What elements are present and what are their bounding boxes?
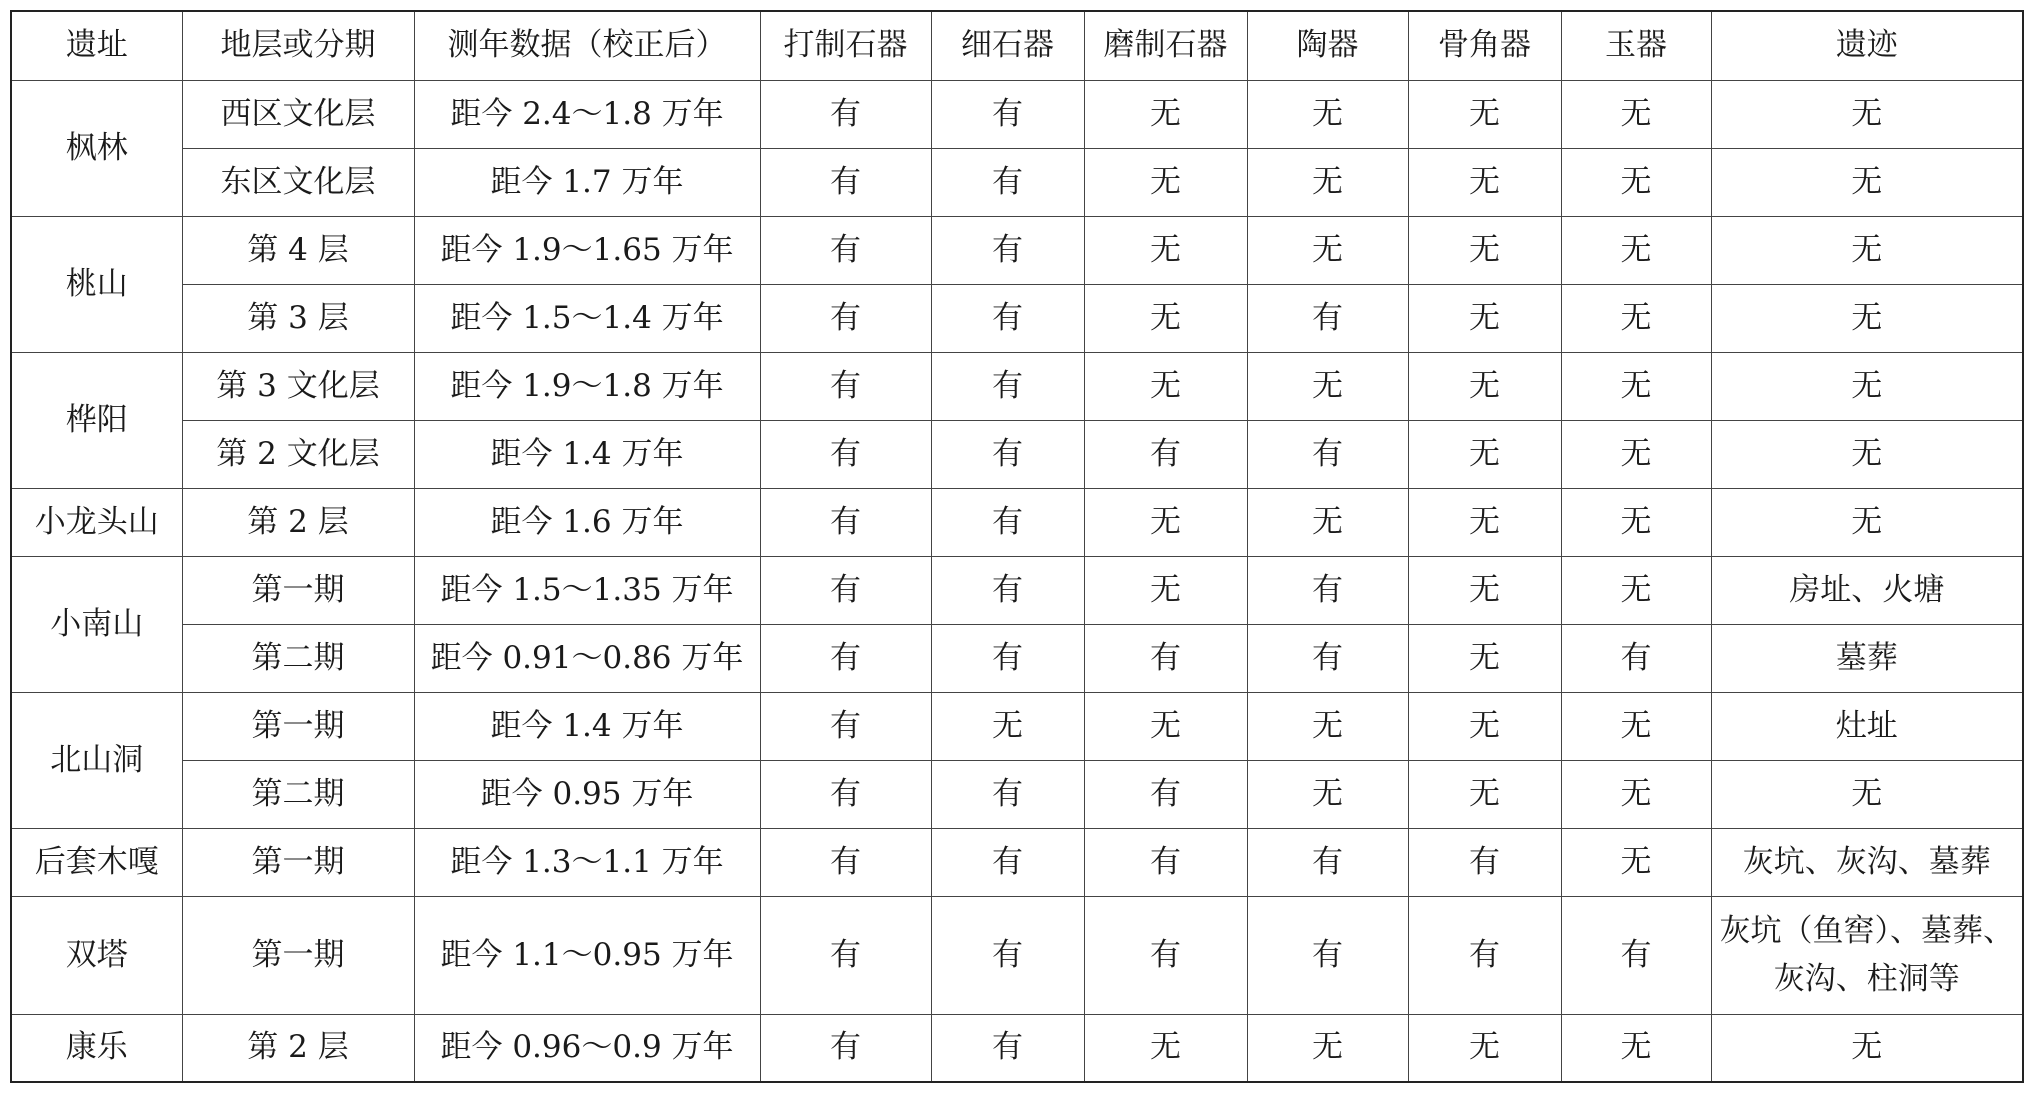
- table-row: [11, 80, 2023, 148]
- ground-stone-cell: 无: [1084, 1014, 1247, 1082]
- table-row: [11, 760, 2023, 828]
- header-jade: 玉器: [1561, 11, 1711, 80]
- jade-cell: 无: [1561, 420, 1711, 488]
- layer-cell: 东区文化层: [182, 148, 414, 216]
- pottery-cell: 有: [1247, 896, 1408, 1014]
- layer-cell: 第一期: [182, 896, 414, 1014]
- site-name-cell: 桃山: [11, 216, 182, 352]
- table-row: [11, 896, 2023, 1014]
- header-date: 测年数据（校正后）: [414, 11, 760, 80]
- header-pottery: 陶器: [1247, 11, 1408, 80]
- features-cell: 房址、火塘: [1711, 556, 2023, 624]
- pottery-cell: 有: [1247, 420, 1408, 488]
- jade-cell: 无: [1561, 692, 1711, 760]
- ground-stone-cell: 无: [1084, 352, 1247, 420]
- microlith-cell: 有: [931, 760, 1084, 828]
- site-name-cell: 康乐: [11, 1014, 182, 1082]
- jade-cell: 无: [1561, 1014, 1711, 1082]
- bone-antler-cell: 无: [1408, 556, 1561, 624]
- ground-stone-cell: 无: [1084, 692, 1247, 760]
- layer-cell: 第 2 文化层: [182, 420, 414, 488]
- layer-cell: 第 3 文化层: [182, 352, 414, 420]
- features-cell: 灶址: [1711, 692, 2023, 760]
- jade-cell: 有: [1561, 624, 1711, 692]
- features-cell: 无: [1711, 760, 2023, 828]
- bone-antler-cell: 有: [1408, 896, 1561, 1014]
- table-row: [11, 488, 2023, 556]
- microlith-cell: 有: [931, 896, 1084, 1014]
- microlith-cell: 有: [931, 352, 1084, 420]
- bone-antler-cell: 无: [1408, 352, 1561, 420]
- jade-cell: 有: [1561, 896, 1711, 1014]
- layer-cell: 第 2 层: [182, 1014, 414, 1082]
- chipped-stone-cell: 有: [760, 148, 931, 216]
- microlith-cell: 有: [931, 1014, 1084, 1082]
- date-cell: 距今 1.9～1.65 万年: [414, 216, 760, 284]
- pottery-cell: 有: [1247, 828, 1408, 896]
- chipped-stone-cell: 有: [760, 1014, 931, 1082]
- date-cell: 距今 0.96～0.9 万年: [414, 1014, 760, 1082]
- bone-antler-cell: 无: [1408, 488, 1561, 556]
- date-cell: 距今 0.91～0.86 万年: [414, 624, 760, 692]
- microlith-cell: 无: [931, 692, 1084, 760]
- chipped-stone-cell: 有: [760, 488, 931, 556]
- chipped-stone-cell: 有: [760, 420, 931, 488]
- header-layer: 地层或分期: [182, 11, 414, 80]
- pottery-cell: 无: [1247, 216, 1408, 284]
- table-row: [11, 284, 2023, 352]
- site-name-cell: 桦阳: [11, 352, 182, 488]
- header-chipped-stone: 打制石器: [760, 11, 931, 80]
- ground-stone-cell: 有: [1084, 624, 1247, 692]
- header-row: [11, 11, 2023, 80]
- pottery-cell: 无: [1247, 488, 1408, 556]
- jade-cell: 无: [1561, 352, 1711, 420]
- date-cell: 距今 1.5～1.35 万年: [414, 556, 760, 624]
- date-cell: 距今 1.5～1.4 万年: [414, 284, 760, 352]
- layer-cell: 第二期: [182, 624, 414, 692]
- bone-antler-cell: 无: [1408, 1014, 1561, 1082]
- jade-cell: 无: [1561, 828, 1711, 896]
- table-row: [11, 148, 2023, 216]
- jade-cell: 无: [1561, 80, 1711, 148]
- microlith-cell: 有: [931, 148, 1084, 216]
- ground-stone-cell: 无: [1084, 216, 1247, 284]
- features-cell: 无: [1711, 352, 2023, 420]
- layer-cell: 第 2 层: [182, 488, 414, 556]
- jade-cell: 无: [1561, 760, 1711, 828]
- table-row: [11, 624, 2023, 692]
- chipped-stone-cell: 有: [760, 216, 931, 284]
- header-site: 遗址: [11, 11, 182, 80]
- features-cell: 无: [1711, 284, 2023, 352]
- ground-stone-cell: 有: [1084, 760, 1247, 828]
- date-cell: 距今 1.7 万年: [414, 148, 760, 216]
- features-cell: 无: [1711, 1014, 2023, 1082]
- ground-stone-cell: 有: [1084, 828, 1247, 896]
- site-name-cell: 小南山: [11, 556, 182, 692]
- bone-antler-cell: 无: [1408, 284, 1561, 352]
- ground-stone-cell: 无: [1084, 556, 1247, 624]
- ground-stone-cell: 无: [1084, 80, 1247, 148]
- chipped-stone-cell: 有: [760, 828, 931, 896]
- pottery-cell: 无: [1247, 148, 1408, 216]
- site-name-cell: 枫林: [11, 80, 182, 216]
- bone-antler-cell: 无: [1408, 624, 1561, 692]
- ground-stone-cell: 无: [1084, 284, 1247, 352]
- table-container: [10, 10, 2022, 1083]
- pottery-cell: 有: [1247, 556, 1408, 624]
- pottery-cell: 无: [1247, 80, 1408, 148]
- chipped-stone-cell: 有: [760, 896, 931, 1014]
- layer-cell: 第 4 层: [182, 216, 414, 284]
- header-bone-antler: 骨角器: [1408, 11, 1561, 80]
- header-ground-stone: 磨制石器: [1084, 11, 1247, 80]
- date-cell: 距今 1.1～0.95 万年: [414, 896, 760, 1014]
- layer-cell: 第二期: [182, 760, 414, 828]
- header-features: 遗迹: [1711, 11, 2023, 80]
- microlith-cell: 有: [931, 828, 1084, 896]
- microlith-cell: 有: [931, 420, 1084, 488]
- table-header: [11, 11, 2023, 80]
- layer-cell: 西区文化层: [182, 80, 414, 148]
- features-cell: 灰坑（鱼窖）、墓葬、灰沟、柱洞等: [1711, 896, 2023, 1014]
- jade-cell: 无: [1561, 488, 1711, 556]
- features-cell: 无: [1711, 80, 2023, 148]
- layer-cell: 第一期: [182, 828, 414, 896]
- site-name-cell: 后套木嘎: [11, 828, 182, 896]
- features-cell: 墓葬: [1711, 624, 2023, 692]
- chipped-stone-cell: 有: [760, 624, 931, 692]
- table-body: [11, 80, 2023, 1082]
- layer-cell: 第一期: [182, 556, 414, 624]
- date-cell: 距今 1.4 万年: [414, 420, 760, 488]
- table-row: [11, 828, 2023, 896]
- ground-stone-cell: 无: [1084, 488, 1247, 556]
- layer-cell: 第 3 层: [182, 284, 414, 352]
- table-row: [11, 556, 2023, 624]
- site-name-cell: 北山洞: [11, 692, 182, 828]
- features-cell: 无: [1711, 148, 2023, 216]
- features-cell: 无: [1711, 488, 2023, 556]
- microlith-cell: 有: [931, 80, 1084, 148]
- microlith-cell: 有: [931, 488, 1084, 556]
- microlith-cell: 有: [931, 556, 1084, 624]
- pottery-cell: 有: [1247, 284, 1408, 352]
- jade-cell: 无: [1561, 556, 1711, 624]
- table-row: [11, 352, 2023, 420]
- pottery-cell: 有: [1247, 624, 1408, 692]
- header-microlith: 细石器: [931, 11, 1084, 80]
- table-row: [11, 420, 2023, 488]
- date-cell: 距今 1.3～1.1 万年: [414, 828, 760, 896]
- date-cell: 距今 1.9～1.8 万年: [414, 352, 760, 420]
- bone-antler-cell: 无: [1408, 760, 1561, 828]
- archaeology-sites-table: [10, 10, 2024, 1083]
- ground-stone-cell: 有: [1084, 896, 1247, 1014]
- features-cell: 无: [1711, 216, 2023, 284]
- bone-antler-cell: 无: [1408, 80, 1561, 148]
- date-cell: 距今 1.6 万年: [414, 488, 760, 556]
- microlith-cell: 有: [931, 624, 1084, 692]
- chipped-stone-cell: 有: [760, 284, 931, 352]
- chipped-stone-cell: 有: [760, 760, 931, 828]
- bone-antler-cell: 无: [1408, 148, 1561, 216]
- jade-cell: 无: [1561, 216, 1711, 284]
- pottery-cell: 无: [1247, 352, 1408, 420]
- jade-cell: 无: [1561, 284, 1711, 352]
- chipped-stone-cell: 有: [760, 80, 931, 148]
- date-cell: 距今 1.4 万年: [414, 692, 760, 760]
- chipped-stone-cell: 有: [760, 692, 931, 760]
- layer-cell: 第一期: [182, 692, 414, 760]
- microlith-cell: 有: [931, 284, 1084, 352]
- chipped-stone-cell: 有: [760, 352, 931, 420]
- bone-antler-cell: 无: [1408, 692, 1561, 760]
- bone-antler-cell: 有: [1408, 828, 1561, 896]
- chipped-stone-cell: 有: [760, 556, 931, 624]
- pottery-cell: 无: [1247, 760, 1408, 828]
- ground-stone-cell: 无: [1084, 148, 1247, 216]
- date-cell: 距今 2.4～1.8 万年: [414, 80, 760, 148]
- ground-stone-cell: 有: [1084, 420, 1247, 488]
- table-row: [11, 1014, 2023, 1082]
- bone-antler-cell: 无: [1408, 216, 1561, 284]
- pottery-cell: 无: [1247, 692, 1408, 760]
- features-cell: 灰坑、灰沟、墓葬: [1711, 828, 2023, 896]
- bone-antler-cell: 无: [1408, 420, 1561, 488]
- pottery-cell: 无: [1247, 1014, 1408, 1082]
- jade-cell: 无: [1561, 148, 1711, 216]
- features-cell: 无: [1711, 420, 2023, 488]
- table-row: [11, 692, 2023, 760]
- date-cell: 距今 0.95 万年: [414, 760, 760, 828]
- table-row: [11, 216, 2023, 284]
- microlith-cell: 有: [931, 216, 1084, 284]
- site-name-cell: 双塔: [11, 896, 182, 1014]
- site-name-cell: 小龙头山: [11, 488, 182, 556]
